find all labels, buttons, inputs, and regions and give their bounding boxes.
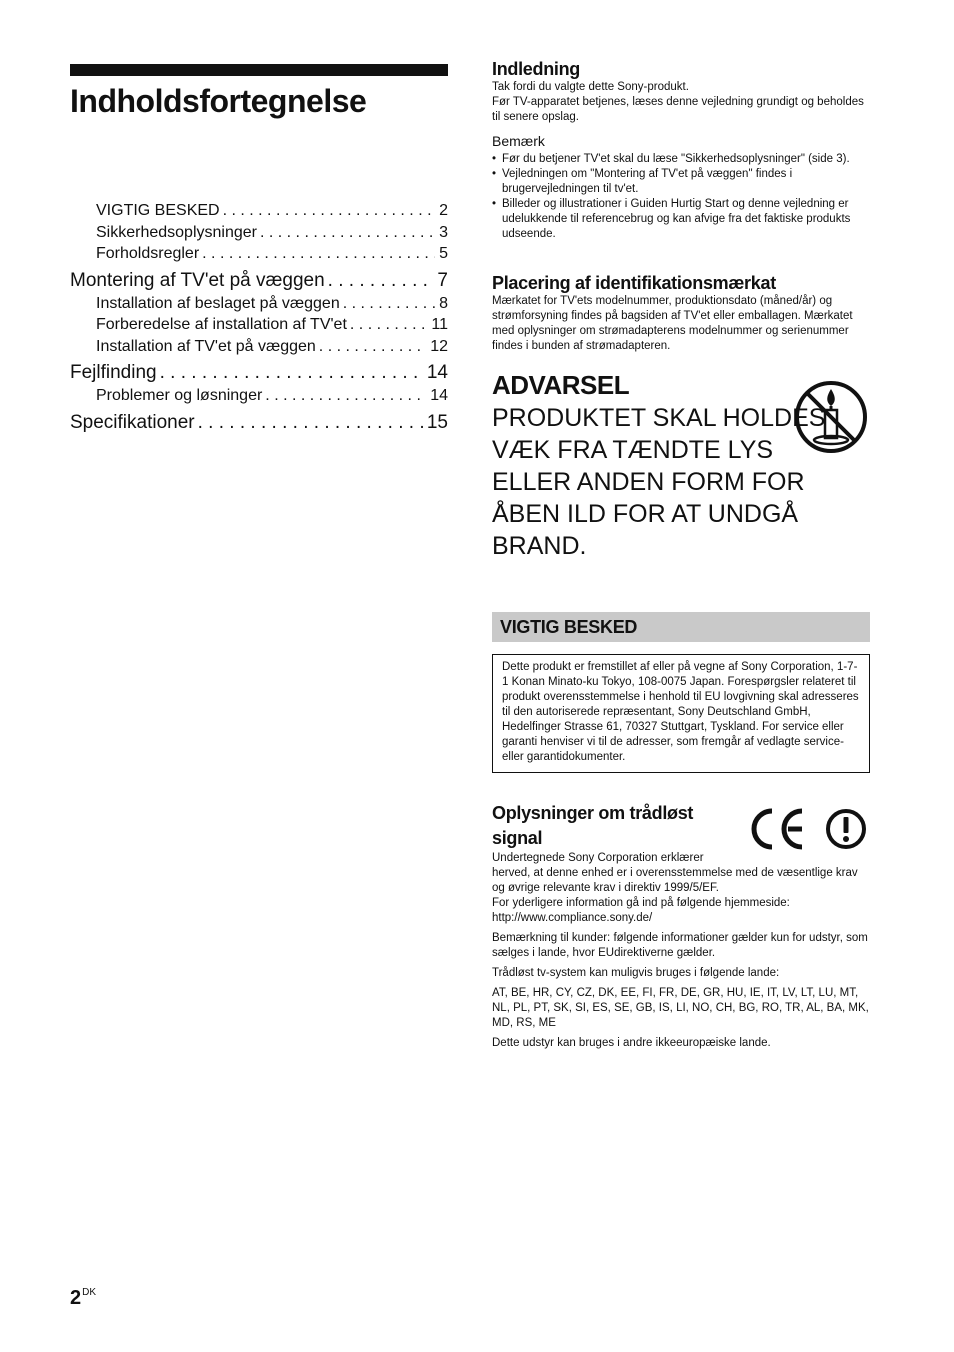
toc-entry[interactable] bbox=[70, 243, 448, 265]
note-item: • Før du betjener TV'et skal du læse "Sikkerhedsoplysninger" (side 3). bbox=[492, 152, 870, 167]
note-list bbox=[492, 152, 870, 242]
intro-heading: Indledning bbox=[492, 59, 580, 79]
page-number bbox=[70, 1281, 96, 1310]
toc-leader bbox=[350, 314, 427, 336]
toc-entry-label: Sikkerhedsoplysninger bbox=[96, 223, 257, 241]
label-location-heading: Placering af identifikationsmærkat bbox=[492, 273, 776, 293]
toc-leader bbox=[223, 200, 436, 222]
note-item: • Billeder og illustrationer i Guiden Hurtig Start og denne vejledning er udelukkende til referencebrug og kan afvige fra det faktiske produkts udseende. bbox=[492, 197, 870, 242]
wireless-section bbox=[492, 801, 870, 1056]
toc-leader bbox=[265, 385, 426, 407]
ce-mark-icon bbox=[748, 807, 808, 851]
language-code: DK bbox=[82, 1287, 97, 1298]
toc-leader bbox=[198, 411, 423, 435]
toc-section-page: 14 bbox=[426, 362, 448, 383]
toc-entry-page: 5 bbox=[439, 245, 448, 262]
toc-entry[interactable] bbox=[70, 200, 448, 222]
toc-section[interactable] bbox=[70, 269, 448, 293]
toc-section-page: 15 bbox=[426, 411, 448, 433]
toc-leader bbox=[160, 361, 423, 385]
wireless-paragraph: Trådløst tv-system kan muligvis bruges i følgende lande: bbox=[492, 967, 780, 979]
warning-title: ADVARSEL bbox=[492, 370, 630, 400]
label-location-text: Mærkatet for TV'ets modelnummer, produktionsdato (måned/år) og strømforsyning findes på bagsiden af TV'et eller emballagen. Mærkatet med oplysninger om strømadapterens modelnummer og serienummer findes i bunden af strømadapteren. bbox=[492, 295, 853, 352]
toc-leader bbox=[260, 222, 435, 244]
wireless-paragraph: Dette udstyr kan bruges i andre ikkeeuropæiske lande. bbox=[492, 1037, 771, 1049]
toc-leader bbox=[202, 243, 435, 265]
toc-section-label: Specifikationer bbox=[70, 411, 195, 433]
toc-entry-label: Installation af beslaget på væggen bbox=[96, 294, 340, 312]
no-open-flame-icon bbox=[793, 379, 869, 455]
note-item: • Vejledningen om "Montering af TV'et på væggen" findes i brugervejledningen til tv'et. bbox=[492, 167, 870, 197]
toc-leader bbox=[328, 269, 434, 293]
toc-entry-label: VIGTIG BESKED bbox=[96, 202, 220, 219]
toc-entry[interactable] bbox=[70, 336, 448, 358]
toc-entry[interactable] bbox=[70, 385, 448, 407]
label-location-section bbox=[492, 272, 870, 354]
heading-rule bbox=[70, 64, 448, 76]
toc-entry-label: Installation af TV'et på væggen bbox=[96, 337, 316, 355]
toc-heading: Indholdsfortegnelse bbox=[70, 83, 367, 119]
toc-entry[interactable] bbox=[70, 222, 448, 244]
toc-section-label: Montering af TV'et på væggen bbox=[70, 269, 325, 291]
toc-section-label: Fejlfinding bbox=[70, 362, 157, 383]
toc-entry-page: 2 bbox=[439, 202, 448, 219]
page-number-value: 2 bbox=[70, 1287, 82, 1309]
toc-entry-page: 3 bbox=[439, 223, 448, 241]
toc-section-page: 7 bbox=[437, 269, 448, 291]
wireless-heading: Oplysninger om trådløst signal bbox=[492, 803, 694, 848]
important-notice-box: Dette produkt er fremstillet af eller på vegne af Sony Corporation, 1-7-1 Konan Minato-ku Tokyo, 108-0075 Japan. Forespørgsler relateret til produkt overensstemmelse i henhold til EU lovgivning skal adresseres til den autoriserede repræsentant, Sony Deutschland GmbH, Hedelfinger Strasse 61, 70327 Stuttgart, Tyskland. For service eller garanti henviser vi til de adresser, som fremgår af vedlagte service- eller garantidokumenter. bbox=[492, 654, 870, 773]
toc-entry-page: 12 bbox=[430, 337, 448, 355]
toc-entry-page: 11 bbox=[431, 316, 448, 333]
alert-icon bbox=[825, 808, 867, 850]
toc-entry-label: Forholdsregler bbox=[96, 245, 200, 262]
toc-section[interactable] bbox=[70, 361, 448, 385]
toc-entry[interactable] bbox=[70, 293, 448, 315]
wireless-paragraph: Undertegnede Sony Corporation erklærer herved, at denne enhed er i overensstemmelse med de væsentlige krav og øvrige relevante krav i direktiv 1999/5/EF. For yderligere information gå ind på følgende hjemmeside: http://www.compliance.sony.de/ bbox=[492, 852, 858, 924]
table-of-contents bbox=[70, 200, 448, 435]
intro-text: Tak fordi du valgte dette Sony-produkt. Før TV-apparatet betjenes, læses denne vejledning grundigt og beholdes til senere opslag. bbox=[492, 81, 864, 123]
intro-section bbox=[492, 58, 870, 242]
note-label: Bemærk bbox=[492, 133, 545, 149]
toc-leader bbox=[343, 293, 435, 315]
toc-section[interactable] bbox=[70, 411, 448, 435]
toc-entry-label: Problemer og løsninger bbox=[96, 387, 263, 404]
toc-entry-page: 8 bbox=[439, 294, 448, 312]
toc-entry-page: 14 bbox=[430, 387, 448, 404]
toc-entry[interactable] bbox=[70, 314, 448, 336]
wireless-paragraph: Bemærkning til kunder: følgende informationer gælder kun for udstyr, som sælges i lande, hvor EUdirektiverne gælder. bbox=[492, 932, 868, 959]
important-notice-heading: VIGTIG BESKED bbox=[500, 617, 638, 637]
country-list: AT, BE, HR, CY, CZ, DK, EE, FI, FR, DE, GR, HU, IE, IT, LV, LT, LU, MT, NL, PL, PT, SK, SI, ES, SE, GB, IS, LI, NO, CH, BG, RO, TR, AL, BA, MK, MD, RS, ME bbox=[492, 987, 869, 1029]
warning-text: PRODUKTET SKAL HOLDES VÆK FRA TÆNDTE LYS ELLER ANDEN FORM FOR ÅBEN ILD FOR AT UNDGÅ BRAND. bbox=[492, 404, 826, 560]
toc-entry-label: Forberedelse af installation af TV'et bbox=[96, 316, 347, 333]
toc-leader bbox=[319, 336, 426, 358]
important-notice-header bbox=[492, 612, 870, 642]
